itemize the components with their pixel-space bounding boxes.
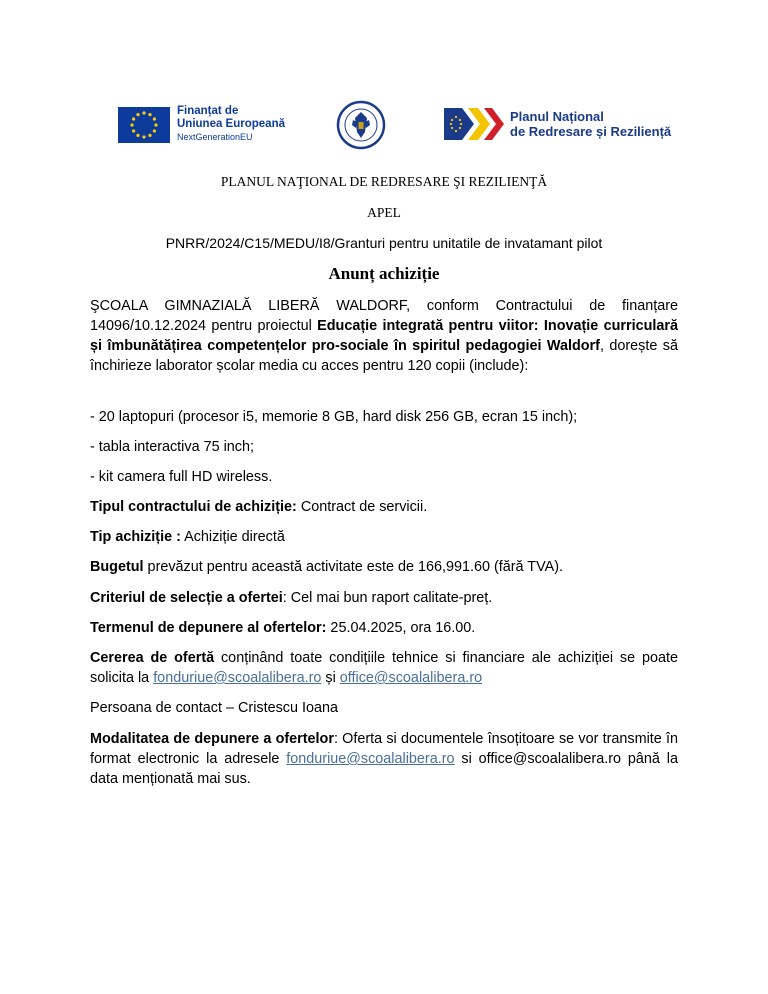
intro-text-part1: ŞCOALA GIMNAZIALĂ LIBERĂ WALDORF, conform Contractului de finanțare 14096/10.12.2024 pentru proiectul xyxy=(90,298,678,334)
header-logos xyxy=(0,98,768,156)
contract-type xyxy=(90,497,678,517)
criterion-value: : Cel mai bun raport calitate-preț. xyxy=(282,590,493,606)
project-title: Educație integrată pentru viitor: Inovație curriculară și îmbunătățirea competențelor pro-sociale în spiritul pedagogiei Waldorf xyxy=(90,318,678,354)
budget-value: prevăzut pentru această activitate este de 166,991.60 (fără TVA). xyxy=(143,559,564,575)
contract-type-value: Contract de servicii. xyxy=(296,499,428,515)
email-link-fonduriue[interactable]: fonduriue@scoalalibera.ro xyxy=(286,751,455,767)
request-text: conținând toate condițiile tehnice si financiare ale achiziției se poate solicita la xyxy=(90,650,678,686)
call-reference: PNRR/2024/C15/MEDU/I8/Granturi pentru unitatile de invatamant pilot xyxy=(165,235,603,251)
request-and: și xyxy=(321,670,340,686)
submission-text: : Oferta si documentele însoțitoare se vor transmite în format electronic la adresele xyxy=(90,731,678,767)
criterion-label: Criteriul de selecție a ofertei xyxy=(90,590,283,606)
eu-logo-line1: Finanțat de xyxy=(177,105,239,117)
submission-and: si xyxy=(454,751,479,767)
deadline-value: 25.04.2025, ora 16.00. xyxy=(326,620,476,636)
submission-method xyxy=(90,729,678,789)
budget-label: Bugetul xyxy=(90,559,144,575)
eu-logo-line2: Uniunea Europeană xyxy=(177,118,285,130)
contact-person: Persoana de contact – Cristescu Ioana xyxy=(90,700,338,716)
submission-end: până la data menționată mai sus. xyxy=(90,751,678,787)
document-title-line1: PLANUL NAŢIONAL DE REDRESARE ŞI REZILIENŢĂ xyxy=(220,174,548,189)
offer-request xyxy=(90,648,678,688)
intro-text-part2: , dorește să închirieze laborator școlar media cu acces pentru 120 copii (include): xyxy=(90,338,678,374)
contract-type-label: Tipul contractului de achiziție: xyxy=(90,499,297,515)
list-item: - kit camera full HD wireless. xyxy=(90,469,273,485)
eu-funding-logo xyxy=(118,105,285,144)
acquisition-type-label: Tip achiziție : xyxy=(90,529,181,545)
eu-flag-icon xyxy=(118,107,170,143)
pnrr-logo-line1: Planul Național xyxy=(510,109,604,124)
submission-email-office: office@scoalalibera.ro xyxy=(478,751,622,767)
submission-label: Modalitatea de depunere a ofertelor xyxy=(90,731,334,747)
romanian-government-seal-icon xyxy=(336,98,386,152)
document-title-line2: APEL xyxy=(367,205,401,220)
budget xyxy=(90,557,678,577)
acquisition-type xyxy=(90,527,678,547)
intro-paragraph xyxy=(90,296,678,376)
email-link-office[interactable]: office@scoalalibera.ro xyxy=(339,670,483,686)
deadline-label: Termenul de depunere al ofertelor: xyxy=(90,620,327,636)
pnrr-logo-line2: de Redresare și Reziliență xyxy=(510,124,672,139)
acquisition-type-value: Achiziție directă xyxy=(180,529,285,545)
pnrr-logo xyxy=(444,108,671,140)
page-title: Anunț achiziție xyxy=(328,264,440,283)
list-item: - 20 laptopuri (procesor i5, memorie 8 GB, hard disk 256 GB, ecran 15 inch); xyxy=(90,409,578,425)
pnrr-arrow-icon xyxy=(444,108,504,140)
submission-deadline xyxy=(90,618,678,638)
email-link-fonduriue[interactable]: fonduriue@scoalalibera.ro xyxy=(153,670,322,686)
request-label: Cererea de ofertă xyxy=(90,650,215,666)
selection-criterion xyxy=(90,588,678,608)
list-item: - tabla interactiva 75 inch; xyxy=(90,439,254,455)
eu-logo-line3: NextGenerationEU xyxy=(177,132,253,142)
